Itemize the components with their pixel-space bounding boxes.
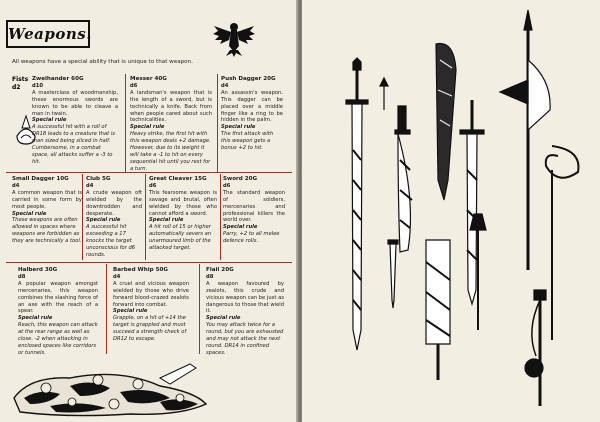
weapon-rule: A successful hit exceeding a 17 knocks the target unconscious for d6 rounds. [86,224,136,258]
weapon-rule-label: Special rule [18,315,53,322]
weapon-name: Great Cleaver 15G [149,176,207,182]
weapon-name: Zweihander 60G [32,76,84,82]
weapon-rule-label: Special rule [130,124,165,131]
weapon-zweihander [32,76,118,166]
weapon-name: Barbed Whip 50G [113,267,168,273]
weapon-desc: This fearsome weapon is savage and brutal, often wielded by those who cannot afford a sword. [149,189,217,217]
skull-pile-illustration-icon [10,358,210,420]
weapon-rule: You may attack twice for a round, but you are exhausted and may not attack the next round. DR14 in confined spaces. [206,322,284,356]
intro-text: All weapons have a special ability that is unique to that weapon. [12,59,193,65]
weapon-desc: A crude weapon oft wielded by the downtrodden and desperate. [86,189,142,217]
weapon-desc: A popular weapon amongst mercenaries, this weapon combines the slashing force of an axe with the reach of a spear. [18,280,98,315]
weapon-great-cleaver [149,176,217,252]
weapon-damage: d6 [223,182,231,189]
weapon-rule-label: Special rule [223,224,258,231]
left-page [0,0,298,422]
weapon-rule-label: Special rule [32,117,67,124]
weapon-small-dagger [12,176,82,245]
weapon-rule: Parry, +2 to all melee defence rolls. [223,231,280,245]
fists-damage: d2 [12,84,21,91]
weapon-name: Halberd 30G [18,267,58,273]
weapon-rule-label: Special rule [86,217,121,224]
weapon-name: Flail 20G [206,267,234,273]
weapon-flail [206,267,284,357]
weapon-damage: d4 [12,182,20,189]
weapon-messer [130,76,212,173]
weapon-club [86,176,142,259]
weapon-rule: The first attack with this weapon gets a bonus +2 to hit. [221,131,274,152]
weapon-rule: Reach, this weapon can attack at the rear range as well as close. -2 when attacking in enclosed spaces like corridors or tunnels. [18,322,98,356]
weapon-barbed-whip [113,267,189,343]
weapon-desc: An assassin's weapon. This dagger can be placed over a middle finger like a ring to be hidden in the palm. [221,89,283,124]
weapon-rule-label: Special rule [206,315,241,322]
fists-name: Fists [12,76,29,83]
weapon-name: Push Dagger 20G [221,76,276,82]
weapon-rule: A successful hit with a roll of DR18 leads to a creature that is man sized being sliced in half. Cumbersome, in a combat space, all attacks suffer a -3 to hit. [32,124,115,165]
weapon-damage: d6 [149,182,157,189]
weapons-illustration-icon [302,0,600,422]
weapon-desc: A landsman's weapon that is the length of a sword, but is technically a knife. Back from when people cared about such technicalities. [130,89,212,124]
weapon-desc: The standard weapon of soldiers, mercenaries and professional killers the world over. [223,189,285,224]
weapon-damage: d10 [32,82,43,89]
weapon-sword [223,176,285,245]
weapon-name: Sword 20G [223,176,258,182]
weapon-name: Small Dagger 10G [12,176,69,182]
weapon-rule: Heavy strike, the first hit with this weapon deals +2 damage. However, due to its weight it will take a -1 to hit on every sequential hit until you rest for a turn. [130,131,211,172]
fists-entry [12,76,34,92]
weapon-desc: A masterclass of woodmanship, these enormous swords are known to be able to cleave a man in twain. [32,89,118,117]
weapon-halberd [18,267,98,357]
weapon-name: Club 5G [86,176,111,182]
weapon-rule-label: Special rule [113,308,148,315]
weapon-damage: d4 [221,82,229,89]
weapon-name: Messer 40G [130,76,167,82]
weapon-damage: d4 [86,182,94,189]
weapon-push-dagger [221,76,283,152]
weapon-damage: d6 [130,82,138,89]
weapon-rule: These weapons are often allowed in spaces where weapons are forbidden as they are technically a tool. [12,217,82,245]
weapon-damage: d8 [18,273,26,280]
page-title: Weapons. [6,20,90,48]
weapon-damage: d4 [113,273,121,280]
eagle-emblem-icon [212,18,256,58]
weapon-desc: A weapon favoured by zealots, this crude and vicious weapon can be just as dangerous to those that wield it. [206,280,284,315]
weapon-rule-label: Special rule [221,124,256,131]
right-page [302,0,600,422]
weapon-desc: A cruel and vicious weapon wielded by those who drive forward blood-crazed zealots forward into combat. [113,280,189,308]
weapon-rule-label: Special rule [149,217,184,224]
weapon-rule: A hit roll of 15 or higher automatically severs an unarmoured limb of the attacked target. [149,224,212,252]
weapon-damage: d8 [206,273,214,280]
weapon-rule-label: Special rule [12,210,47,217]
weapon-desc: A common weapon that is carried in some form by most people. [12,189,82,210]
weapon-rule: Grapple, on a hit of +14 the target is grappled and must succeed a strength check of DR12 to escape. [113,315,187,343]
